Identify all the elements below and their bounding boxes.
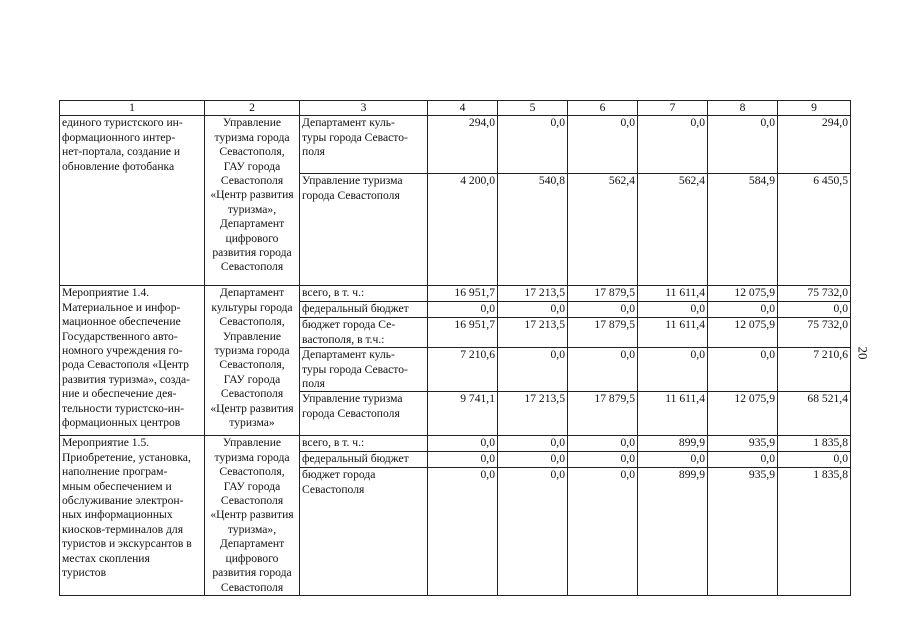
measure-description-cell xyxy=(60,116,205,286)
value-cell: 11 611,4 xyxy=(638,318,708,348)
executor-line: развития города xyxy=(212,566,292,580)
value-cell: 16 951,7 xyxy=(428,318,498,348)
value-cell: 68 521,4 xyxy=(778,392,851,436)
executor-line: ГАУ города xyxy=(223,372,281,386)
value-cell: 0,0 xyxy=(778,452,851,468)
measure-description-line: Государственного авто- xyxy=(62,329,178,343)
value-cell: 0,0 xyxy=(498,436,568,452)
measure-description-line: Материальное и инфор- xyxy=(62,300,181,314)
value-cell: 11 611,4 xyxy=(638,392,708,436)
executor-line: туризма города xyxy=(214,344,290,358)
table-row xyxy=(60,116,851,174)
executor-cell xyxy=(205,286,300,436)
executor-line: «Центр развития xyxy=(210,188,294,202)
value-cell: 7 210,6 xyxy=(428,348,498,392)
value-cell: 899,9 xyxy=(638,468,708,596)
funding-source-line: всего, в т. ч.: xyxy=(302,286,365,300)
value-cell: 0,0 xyxy=(568,452,638,468)
value-cell: 0,0 xyxy=(568,468,638,596)
executor-line: туризма», xyxy=(227,202,277,216)
budget-table xyxy=(59,100,851,596)
funding-source-cell xyxy=(300,318,428,348)
measure-description-cell xyxy=(60,286,205,436)
column-number-header: 5 xyxy=(498,101,568,116)
measure-description-line: мным обеспечением и xyxy=(62,479,172,493)
value-cell: 562,4 xyxy=(568,174,638,286)
value-cell: 584,9 xyxy=(708,174,778,286)
value-cell: 294,0 xyxy=(428,116,498,174)
column-number-header: 4 xyxy=(428,101,498,116)
column-number-header: 6 xyxy=(568,101,638,116)
column-number-header: 9 xyxy=(778,101,851,116)
column-number-header: 7 xyxy=(638,101,708,116)
funding-source-line: Севастополя xyxy=(302,482,365,496)
value-cell: 0,0 xyxy=(498,116,568,174)
value-cell: 17 213,5 xyxy=(498,392,568,436)
executor-line: Севастополя, xyxy=(219,465,285,479)
measure-description-line: обновление фотобанка xyxy=(62,159,175,173)
value-cell: 17 879,5 xyxy=(568,318,638,348)
funding-source-cell xyxy=(300,392,428,436)
value-cell: 17 879,5 xyxy=(568,392,638,436)
funding-source-cell xyxy=(300,452,428,468)
header-row xyxy=(60,101,851,116)
value-cell: 0,0 xyxy=(568,302,638,318)
executor-line: Севастополя xyxy=(220,387,284,401)
value-cell: 0,0 xyxy=(638,348,708,392)
value-cell: 0,0 xyxy=(498,468,568,596)
value-cell: 0,0 xyxy=(428,452,498,468)
value-cell: 75 732,0 xyxy=(778,286,851,302)
measure-description-line: номного учреждения го- xyxy=(62,344,183,358)
executor-line: туризма города xyxy=(214,130,290,144)
value-cell: 0,0 xyxy=(778,302,851,318)
funding-source-line: поля xyxy=(302,145,325,159)
value-cell: 294,0 xyxy=(778,116,851,174)
value-cell: 935,9 xyxy=(708,468,778,596)
funding-source-line: Управление туризма xyxy=(302,392,403,406)
funding-source-cell xyxy=(300,302,428,318)
value-cell: 899,9 xyxy=(638,436,708,452)
measure-description-line: тельности туристско-ин- xyxy=(62,401,185,415)
value-cell: 0,0 xyxy=(638,452,708,468)
executor-line: Севастополя xyxy=(220,174,284,188)
funding-source-cell xyxy=(300,468,428,596)
executor-line: Севастополя, xyxy=(219,145,285,159)
executor-line: ГАУ города xyxy=(223,159,281,173)
value-cell: 0,0 xyxy=(638,302,708,318)
measure-description-line: туристов и экскурсантов в xyxy=(62,537,192,551)
funding-source-line: поля xyxy=(302,377,325,391)
value-cell: 17 213,5 xyxy=(498,286,568,302)
executor-line: Севастополя, xyxy=(219,315,285,329)
executor-line: Севастополя, xyxy=(219,358,285,372)
measure-description-line: местах скопления xyxy=(62,551,150,565)
executor-line: туризма города xyxy=(214,450,290,464)
measure-description-line: формационных центров xyxy=(62,416,181,430)
measure-description-line: мационное обеспечение xyxy=(62,315,181,329)
funding-source-line: города Севастополя xyxy=(302,406,400,420)
column-number-header: 1 xyxy=(60,101,205,116)
measure-description-line: туристов xyxy=(62,566,107,580)
table-row xyxy=(60,436,851,452)
measure-description-line: формационного интер- xyxy=(62,130,176,144)
measure-description-line: единого туристского ин- xyxy=(62,116,183,130)
funding-source-line: бюджет города Се- xyxy=(302,318,396,332)
executor-cell xyxy=(205,436,300,596)
executor-cell xyxy=(205,116,300,286)
value-cell: 0,0 xyxy=(568,116,638,174)
value-cell: 6 450,5 xyxy=(778,174,851,286)
value-cell: 0,0 xyxy=(708,302,778,318)
value-cell: 12 075,9 xyxy=(708,286,778,302)
funding-source-line: Управление туризма xyxy=(302,174,403,188)
value-cell: 16 951,7 xyxy=(428,286,498,302)
executor-line: Управление xyxy=(222,116,282,130)
value-cell: 12 075,9 xyxy=(708,392,778,436)
executor-line: цифрового xyxy=(225,231,279,245)
value-cell: 9 741,1 xyxy=(428,392,498,436)
funding-source-line: вастополя, в т.ч.: xyxy=(302,332,385,346)
column-number-header: 8 xyxy=(708,101,778,116)
page-number: 20 xyxy=(855,346,871,360)
value-cell: 0,0 xyxy=(498,302,568,318)
executor-line: Севастополя xyxy=(220,260,284,274)
measure-description-line: нет-портала, создание и xyxy=(62,145,181,159)
value-cell: 12 075,9 xyxy=(708,318,778,348)
value-cell: 0,0 xyxy=(568,436,638,452)
value-cell: 0,0 xyxy=(498,348,568,392)
value-cell: 0,0 xyxy=(708,348,778,392)
measure-description-line: развития туризма», созда- xyxy=(62,372,191,386)
value-cell: 17 879,5 xyxy=(568,286,638,302)
executor-line: Севастополя xyxy=(220,580,284,594)
funding-source-cell xyxy=(300,116,428,174)
executor-line: «Центр развития xyxy=(210,508,294,522)
table-row xyxy=(60,286,851,302)
funding-source-line: туры города Севасто- xyxy=(302,362,408,376)
measure-description-line: киосков-терминалов для xyxy=(62,522,184,536)
funding-source-line: города Севастополя xyxy=(302,188,400,202)
funding-source-line: всего, в т. ч.: xyxy=(302,436,365,450)
value-cell: 17 213,5 xyxy=(498,318,568,348)
executor-line: Управление xyxy=(222,436,282,450)
value-cell: 7 210,6 xyxy=(778,348,851,392)
value-cell: 0,0 xyxy=(708,452,778,468)
measure-description-line: Приобретение, установка, xyxy=(62,450,191,464)
measure-description-line: наполнение програм- xyxy=(62,465,168,479)
value-cell: 0,0 xyxy=(428,436,498,452)
funding-source-line: Департамент куль- xyxy=(302,348,395,362)
value-cell: 0,0 xyxy=(568,348,638,392)
measure-description-line: ных информационных xyxy=(62,508,173,522)
value-cell: 0,0 xyxy=(638,116,708,174)
value-cell: 75 732,0 xyxy=(778,318,851,348)
funding-source-line: федеральный бюджет xyxy=(302,302,409,316)
funding-source-cell xyxy=(300,436,428,452)
executor-line: «Центр развития xyxy=(210,401,294,415)
executor-line: туризма» xyxy=(229,416,275,430)
value-cell: 0,0 xyxy=(428,302,498,318)
executor-line: Департамент xyxy=(219,537,285,551)
funding-source-line: федеральный бюджет xyxy=(302,452,409,466)
executor-line: ГАУ города xyxy=(223,479,281,493)
funding-source-cell xyxy=(300,174,428,286)
value-cell: 11 611,4 xyxy=(638,286,708,302)
measure-description-cell xyxy=(60,436,205,596)
measure-description-line: ние и обеспечение дея- xyxy=(62,387,177,401)
value-cell: 562,4 xyxy=(638,174,708,286)
funding-source-line: Департамент куль- xyxy=(302,116,395,130)
executor-line: культуры города xyxy=(211,300,293,314)
value-cell: 0,0 xyxy=(428,468,498,596)
executor-line: Департамент xyxy=(219,217,285,231)
funding-source-line: туры города Севасто- xyxy=(302,130,408,144)
value-cell: 540,8 xyxy=(498,174,568,286)
funding-source-line: бюджет города xyxy=(302,468,376,482)
column-number-header: 2 xyxy=(205,101,300,116)
measure-description-line: рода Севастополя «Центр xyxy=(62,358,189,372)
value-cell: 0,0 xyxy=(498,452,568,468)
column-number-header: 3 xyxy=(300,101,428,116)
executor-line: туризма», xyxy=(227,522,277,536)
value-cell: 935,9 xyxy=(708,436,778,452)
executor-line: развития города xyxy=(212,246,292,260)
value-cell: 0,0 xyxy=(708,116,778,174)
executor-line: Департамент xyxy=(219,286,285,300)
value-cell: 1 835,8 xyxy=(778,468,851,596)
executor-line: цифрового xyxy=(225,551,279,565)
measure-description-line: Мероприятие 1.5. xyxy=(62,436,150,450)
measure-description-line: Мероприятие 1.4. xyxy=(62,286,150,300)
executor-line: Управление xyxy=(222,329,282,343)
value-cell: 1 835,8 xyxy=(778,436,851,452)
value-cell: 4 200,0 xyxy=(428,174,498,286)
executor-line: Севастополя xyxy=(220,494,284,508)
measure-description-line: обслуживание электрон- xyxy=(62,494,184,508)
funding-source-cell xyxy=(300,348,428,392)
funding-source-cell xyxy=(300,286,428,302)
